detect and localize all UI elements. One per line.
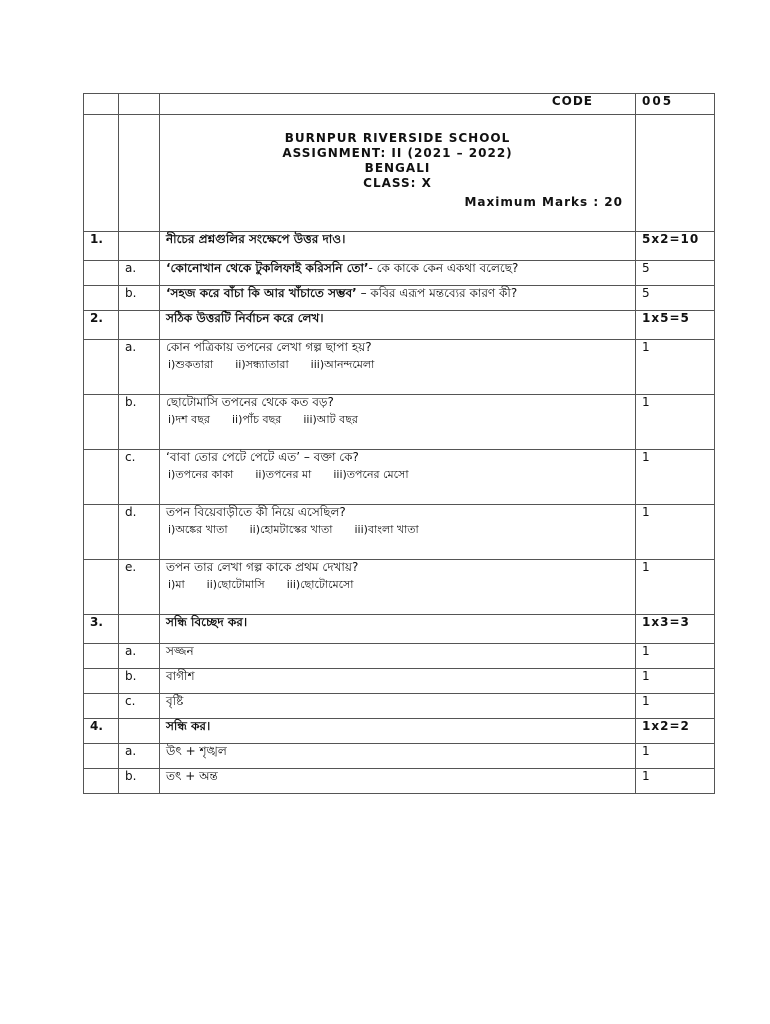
subquestion-row xyxy=(84,744,715,769)
question-number: 3. xyxy=(84,615,119,644)
question-rest: – কবির এরূপ মন্তব্যের কারণ কী? xyxy=(356,286,518,300)
mcq-options xyxy=(166,578,629,592)
mcq-options xyxy=(166,523,629,537)
mcq-cell xyxy=(160,560,636,615)
subquestion-marks: 1 xyxy=(636,450,715,505)
code-value: 005 xyxy=(636,94,715,115)
subquestion-label: c. xyxy=(119,450,160,505)
mcq-options xyxy=(166,413,629,427)
subquestion-marks: 1 xyxy=(636,395,715,450)
option: i)অঙ্কের খাতা xyxy=(168,523,228,536)
subject-name: BENGALI xyxy=(364,161,431,175)
subquestion-marks: 1 xyxy=(636,340,715,395)
option: ii)হোমটাস্কের খাতা xyxy=(249,523,333,536)
option: iii)বাংলা খাতা xyxy=(354,523,419,536)
question-rest: - কে কাকে কেন একথা বলেছে? xyxy=(368,261,519,275)
subquestion-row xyxy=(84,769,715,794)
option: ii)তপনের মা xyxy=(255,468,312,481)
subquestion-marks: 1 xyxy=(636,644,715,669)
subquestion-label: b. xyxy=(119,395,160,450)
option: ii)সন্ধ্যাতারা xyxy=(235,358,289,371)
mcq-row xyxy=(84,505,715,560)
mcq-cell xyxy=(160,340,636,395)
question-row xyxy=(84,311,715,340)
class-name: CLASS: X xyxy=(363,176,432,190)
mcq-question: তপন বিয়েবাড়ীতে কী নিয়ে এসেছিল? xyxy=(166,505,346,519)
question-marks: 1x3=3 xyxy=(636,615,715,644)
subquestion-marks: 1 xyxy=(636,769,715,794)
question-number: 1. xyxy=(84,232,119,261)
mcq-row xyxy=(84,340,715,395)
subquestion-text: বৃষ্টি xyxy=(160,694,636,719)
question-marks: 1x2=2 xyxy=(636,719,715,744)
subquestion-label: a. xyxy=(119,644,160,669)
question-row xyxy=(84,232,715,261)
option: i)মা xyxy=(168,578,185,591)
option: iii)আট বছর xyxy=(303,413,358,426)
mcq-options xyxy=(166,358,629,372)
subquestion-marks: 5 xyxy=(636,261,715,286)
subquestion-marks: 1 xyxy=(636,694,715,719)
subquestion-marks: 1 xyxy=(636,505,715,560)
subquestion-marks: 1 xyxy=(636,744,715,769)
subquestion-label: d. xyxy=(119,505,160,560)
mcq-question: ‘বাবা তোর পেটে পেটে এত’ – বক্তা কে? xyxy=(166,450,359,464)
subquestion-text: বাগীশ xyxy=(160,669,636,694)
option: i)শুকতারা xyxy=(168,358,214,371)
mcq-question: তপন তার লেখা গল্প কাকে প্রথম দেখায়? xyxy=(166,560,359,574)
subquestion-marks: 1 xyxy=(636,669,715,694)
question-marks: 5x2=10 xyxy=(636,232,715,261)
subquestion-text: সজ্জন xyxy=(160,644,636,669)
option: iii)আনন্দমেলা xyxy=(310,358,375,371)
mcq-options xyxy=(166,468,629,482)
option: iii)ছোটোমেসো xyxy=(286,578,354,591)
subquestion-text xyxy=(160,286,636,311)
title-row xyxy=(84,115,715,232)
subquestion-row xyxy=(84,694,715,719)
question-text: সঠিক উত্তরটি নির্বাচন করে লেখ। xyxy=(160,311,636,340)
subquestion-text: উৎ + শৃঙ্খল xyxy=(160,744,636,769)
subquestion-label: c. xyxy=(119,694,160,719)
mcq-cell xyxy=(160,505,636,560)
subquestion-label: a. xyxy=(119,261,160,286)
assignment-title: ASSIGNMENT: II (2021 – 2022) xyxy=(282,146,513,160)
subquestion-text: তৎ + অন্ত xyxy=(160,769,636,794)
subquestion-row xyxy=(84,669,715,694)
question-text: সন্ধি বিচ্ছেদ কর। xyxy=(160,615,636,644)
mcq-question: ছোটোমাসি তপনের থেকে কত বড়? xyxy=(166,395,334,409)
option: ii)ছোটোমাসি xyxy=(206,578,265,591)
subquestion-label: a. xyxy=(119,744,160,769)
option: ii)পাঁচ বছর xyxy=(231,413,282,426)
subquestion-marks: 1 xyxy=(636,560,715,615)
subquestion-label: a. xyxy=(119,340,160,395)
subquestion-row xyxy=(84,644,715,669)
code-label: CODE xyxy=(160,94,636,115)
quote-text: ‘সহজ করে বাঁচা কি আর খাঁচাতে সম্ভব’ xyxy=(166,286,357,300)
title-block xyxy=(160,115,636,232)
max-marks: Maximum Marks : 20 xyxy=(464,195,623,209)
question-marks: 1x5=5 xyxy=(636,311,715,340)
question-text: নীচের প্রশ্নগুলির সংক্ষেপে উত্তর দাও। xyxy=(160,232,636,261)
mcq-row xyxy=(84,395,715,450)
question-text: সন্ধি কর। xyxy=(160,719,636,744)
mcq-row xyxy=(84,560,715,615)
subquestion-label: b. xyxy=(119,769,160,794)
mcq-question: কোন পত্রিকায় তপনের লেখা গল্প ছাপা হয়? xyxy=(166,340,372,354)
subquestion-row xyxy=(84,286,715,311)
option: i)তপনের কাকা xyxy=(168,468,234,481)
assignment-table xyxy=(83,93,715,794)
quote-text: ‘কোনোখান থেকে টুকলিফাই করিসনি তো’ xyxy=(166,261,369,275)
mcq-row xyxy=(84,450,715,505)
subquestion-label: b. xyxy=(119,286,160,311)
question-number: 4. xyxy=(84,719,119,744)
option: iii)তপনের মেসো xyxy=(333,468,409,481)
option: i)দশ বছর xyxy=(168,413,210,426)
code-row xyxy=(84,94,715,115)
question-number: 2. xyxy=(84,311,119,340)
subquestion-row xyxy=(84,261,715,286)
subquestion-label: e. xyxy=(119,560,160,615)
question-row xyxy=(84,719,715,744)
subquestion-marks: 5 xyxy=(636,286,715,311)
subquestion-text xyxy=(160,261,636,286)
subquestion-label: b. xyxy=(119,669,160,694)
question-row xyxy=(84,615,715,644)
school-name: BURNPUR RIVERSIDE SCHOOL xyxy=(284,131,511,145)
mcq-cell xyxy=(160,395,636,450)
mcq-cell xyxy=(160,450,636,505)
